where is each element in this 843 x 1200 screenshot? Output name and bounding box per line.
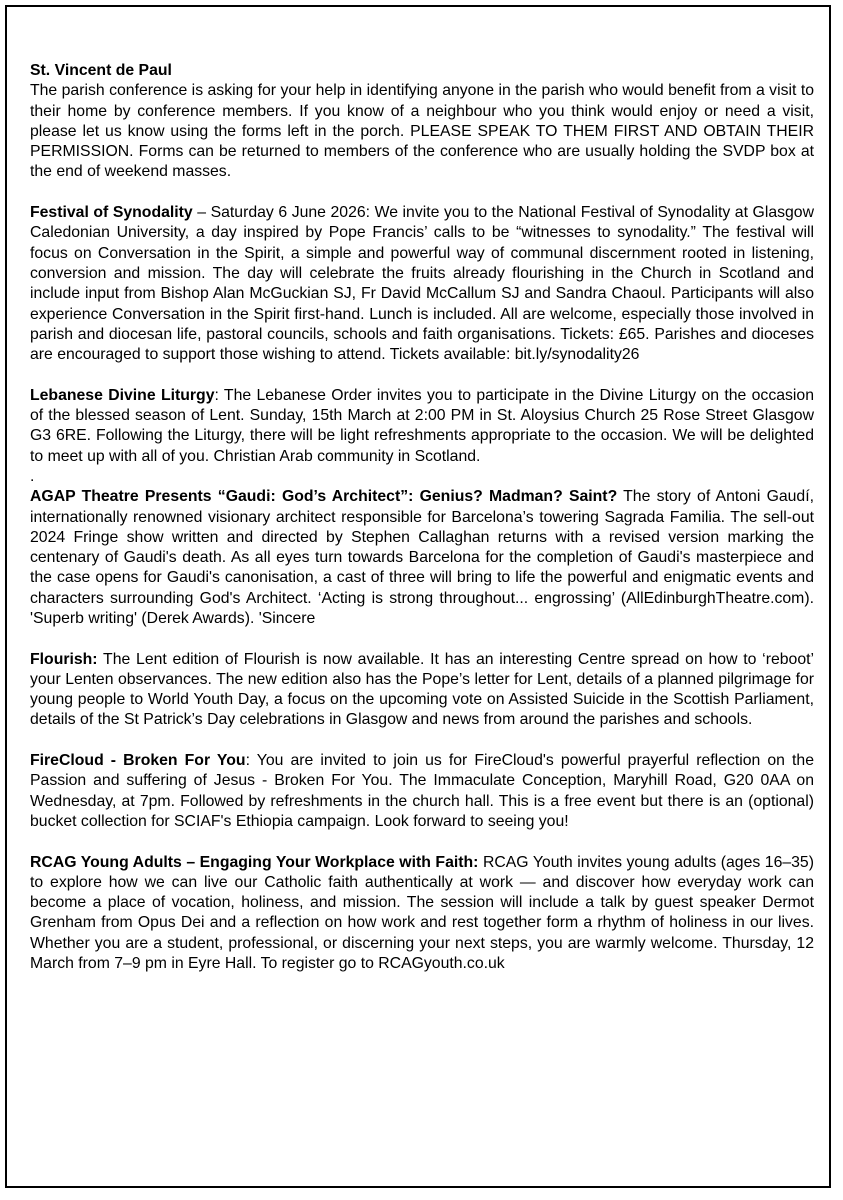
firecloud-body: : You are invited to join us for FireCloud's powerful prayerful reflection on the Passion and suffering of Jesus - Broken For You. The Immaculate Conception, Maryhill Road, G20 0AA on Wednesday, at 7pm. Followed by refreshments in the church hall. This is a free event but there is an (optional) bucket collection for SCIAF's Ethiopia campaign. Look forward to seeing you! (30, 752, 815, 830)
flourish-notice (30, 650, 814, 731)
synodality-title: Festival of Synodality (30, 204, 193, 222)
flourish-title: Flourish: (30, 650, 98, 668)
rcag-title: RCAG Young Adults – Engaging Your Workplace with Faith: (30, 853, 479, 871)
agap-notice (30, 487, 814, 629)
flourish-body: The Lent edition of Flourish is now available. It has an interesting Centre spread on how to ‘reboot’ your Lenten observances. The new edition also has the Pope’s letter for Lent, details of a planned pilgrimage for young people to World Youth Day, a focus on the upcoming vote on Assisted Suicide in the Scottish Parliament, details of the St Patrick’s Day celebrations in Glasgow and news from around the parishes and schools. (30, 650, 814, 729)
stray-dot: . (30, 467, 35, 485)
lebanese-body: : The Lebanese Order invites you to participate in the Divine Liturgy on the occasion of the blessed season of Lent. Sunday, 15th March at 2:00 PM in St. Aloysius Church 25 Rose Street Glasgow G3 6RE. Following the Liturgy, there will be light refreshments appropriate to the occasion. We will be delighted to meet up with all of you. Christian Arab community in Scotland. (30, 386, 814, 465)
agap-title: AGAP Theatre Presents “Gaudi: God’s Architect”: Genius? Madman? Saint? (30, 488, 618, 506)
svdp-body: The parish conference is asking for your help in identifying anyone in the parish who would benefit from a visit to their home by conference members. If you know of a neighbour who you think would enjoy or need a visit, please let us know using the forms left in the porch. PLEASE SPEAK TO THEM FIRST AND OBTAIN THEIR PERMISSION. Forms can be returned to members of the conference who are usually holding the SVDP box at the end of weekend masses. (30, 82, 814, 181)
svdp-title: St. Vincent de Paul (30, 62, 172, 79)
rcag-body: RCAG Youth invites young adults (ages 16–35) to explore how we can live our Catholic faith authentically at work — and discover how everyday work can become a place of vocation, holiness, and mission. The session will include a talk by guest speaker Dermot Grenham from Opus Dei and a reflection on how work and rest together form a rhythm of holiness in our lives. Whether you are a student, professional, or discerning your next steps, you are warmly welcome. Thursday, 12 March from 7–9 pm in Eyre Hall. To register go to RCAGyouth.co.uk (30, 853, 814, 972)
svdp-notice (30, 61, 814, 183)
agap-body: The story of Antoni Gaudí, internationally renowned visionary architect responsible for Barcelona’s towering Sagrada Familia. The sell-out 2024 Fringe show written and directed by Stephen Callaghan returns with a revised version marking the centenary of Gaudi's death. As all eyes turn towards Barcelona for the completion of Gaudi's masterpiece and the case opens for Gaudi's canonisation, a cast of three will bring to life the powerful and enigmatic events and characters surrounding God's Architect. ‘Acting is strong throughout... engrossing’ (AllEdinburghTheatre.com). 'Superb writing' (Derek Awards). 'Sincere (30, 488, 814, 628)
synodality-body: – Saturday 6 June 2026: We invite you to the National Festival of Synodality at Glasgow Caledonian University, a day inspired by Pope Francis’ calls to be “witnesses to synodality.” The festival will focus on Conversation in the Spirit, a simple and powerful way of communal discernment rooted in listening, conversion and mission. The day will celebrate the fruits already flourishing in the Church in Scotland and include input from Bishop Alan McGuckian SJ, Fr David McCallum SJ and Sandra Chaoul. Participants will also experience Conversation in the Spirit first-hand. Lunch is included. All are welcome, especially those involved in parish and diocesan life, pastoral councils, schools and faith organisations. Tickets: £65. Parishes and dioceses are encouraged to support those wishing to attend. Tickets available: bit.ly/synodality26 (30, 204, 814, 364)
firecloud-notice (30, 751, 814, 832)
lebanese-title: Lebanese Divine Liturgy (30, 386, 215, 404)
synodality-notice (30, 203, 814, 365)
lebanese-notice (30, 386, 814, 467)
rcag-notice (30, 853, 814, 975)
newsletter-page (30, 61, 814, 995)
firecloud-title: FireCloud - Broken For You (30, 752, 246, 770)
